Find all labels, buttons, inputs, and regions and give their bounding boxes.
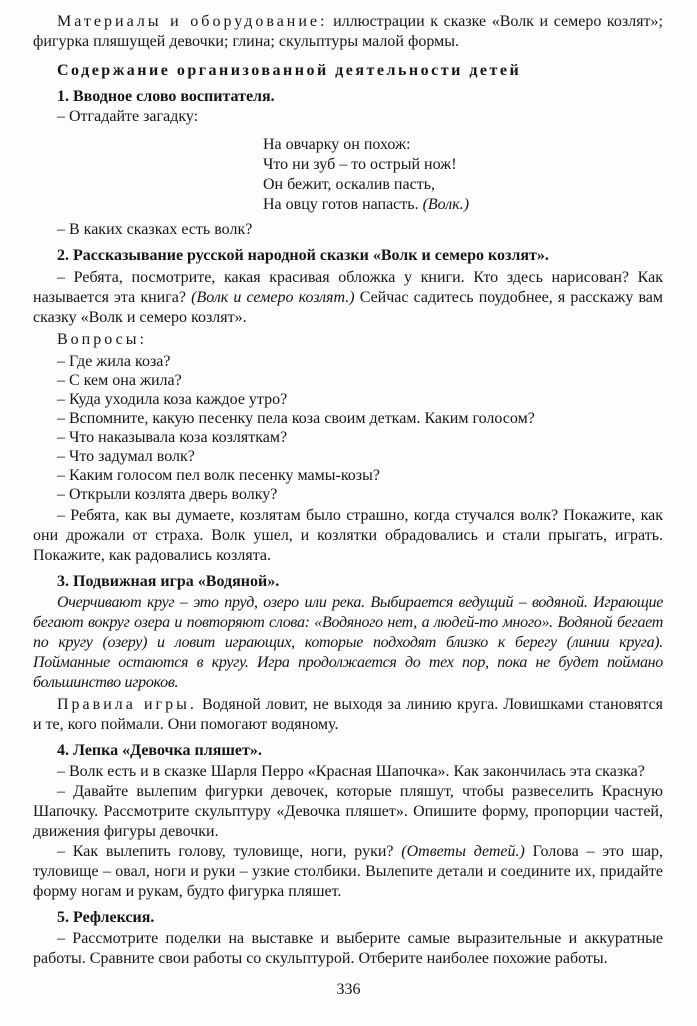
- part4-heading: 4. Лепка «Девочка пляшет».: [57, 742, 262, 759]
- part1-heading: 1. Вводное слово воспитателя.: [57, 88, 275, 105]
- part5-heading: 5. Рефлексия.: [57, 909, 155, 926]
- question-item: – Что задумал волк?: [57, 448, 195, 465]
- materials-text: иллюстрации к сказке «Волк и семеро козлят»; фигурка пляшущей девочки; глина; скульптуры малой формы.: [33, 13, 663, 50]
- part2-heading: 2. Рассказывание русской народной сказки «Волк и семеро козлят».: [57, 247, 549, 264]
- questions-list: [33, 352, 663, 504]
- question-item: – Вспомните, какую песенку пела коза своим деткам. Каким голосом?: [57, 410, 535, 427]
- part4-para3-after: Голова – это шар, туловище – овал, ноги и руки – узкие столбики. Вылепите детали и соедините их, придайте форму ногам и рукам, будто фигурка пляшет.: [33, 843, 664, 900]
- part2-intro-paragraph: [33, 268, 663, 328]
- question-item: – С кем она жила?: [57, 372, 182, 389]
- rules-text: Водяной ловит, не выходя за линию круга. Ловишками становятся и те, кого поймали. Они помогают водяному.: [33, 696, 663, 733]
- part2-intro-answer: (Волк и семеро козлят.): [191, 289, 355, 306]
- part2-intro-before: – Ребята, посмотрите, какая красивая обложка у книги. Кто здесь нарисован? Как называется эта книга?: [33, 269, 663, 306]
- part2-intro-after: Сейчас садитесь поудобнее, я расскажу вам сказку «Волк и семеро козлят».: [33, 289, 664, 326]
- question-item: – Куда уходила коза каждое утро?: [57, 391, 288, 408]
- rules-paragraph: [33, 695, 663, 735]
- question-item: – Открыли козлята дверь волку?: [57, 486, 278, 503]
- part4-para3-answer: (Ответы детей.): [401, 843, 525, 860]
- materials-paragraph: [33, 12, 663, 52]
- page-number: 336: [336, 981, 361, 998]
- riddle-line: Что ни зуб – то острый нож!: [263, 156, 457, 173]
- rules-label: Правила игры.: [57, 696, 197, 713]
- section-heading: Содержание организованной деятельности детей: [57, 62, 522, 79]
- part3-heading: 3. Подвижная игра «Водяной».: [57, 573, 280, 590]
- part4-paragraph-2: – Давайте вылепим фигурки девочек, которые пляшут, чтобы развеселить Красную Шапочку. Рассмотрите скульптуру «Девочка пляшет». Опишите форму, пропорции частей, движения фигуры девочки.: [33, 783, 663, 840]
- riddle-line: На овчарку он похож:: [263, 136, 411, 153]
- part4-paragraph-1: – Волк есть и в сказке Шарля Перро «Красная Шапочка». Как закончилась эта сказка?: [57, 763, 645, 780]
- part3-description: Очерчивают круг – это пруд, озеро или река. Выбирается ведущий – водяной. Играющие бегают вокруг озера и повторяют слова: «Водяного нет, а людей-то много». Водяной бегает по кругу (озеру) и ловит играющих, которые подходят близко к берегу (линии круга). Пойманные остаются в кругу. Игра продолжается до тех пор, пока не будет поймано большинство игроков.: [33, 594, 663, 691]
- part4-paragraph-3: [33, 842, 663, 902]
- part4-para3-before: – Как вылепить голову, туловище, ноги, руки?: [57, 843, 402, 860]
- part5-paragraph: – Рассмотрите поделки на выставке и выберите самые выразительные и аккуратные работы. Сравните свои работы со скульптурой. Отберите наиболее похожие работы.: [33, 930, 663, 967]
- riddle-line: Он бежит, оскалив пасть,: [263, 176, 435, 193]
- riddle-line: [263, 195, 663, 215]
- riddle-intro: – Отгадайте загадку:: [57, 108, 199, 125]
- part2-closing-paragraph: – Ребята, как вы думаете, козлятам было страшно, когда стучался волк? Покажите, как они дрожали от страха. Волк ушел, и козлятки обрадовались и стали прыгать, играть. Покажите, как радовались козлята.: [33, 507, 663, 564]
- question-item: – Что наказывала коза козляткам?: [57, 429, 288, 446]
- materials-label: Материалы и оборудование:: [57, 13, 328, 30]
- question-item: – Где жила коза?: [57, 353, 171, 370]
- riddle-answer: (Волк.): [422, 196, 470, 213]
- questions-label: Вопросы:: [57, 331, 147, 348]
- question-item: – Каким голосом пел волк песенку мамы-козы?: [57, 467, 380, 484]
- part1-question: – В каких сказках есть волк?: [57, 221, 253, 238]
- riddle-block: [263, 135, 663, 215]
- riddle-line-text: На овцу готов напасть.: [263, 196, 423, 213]
